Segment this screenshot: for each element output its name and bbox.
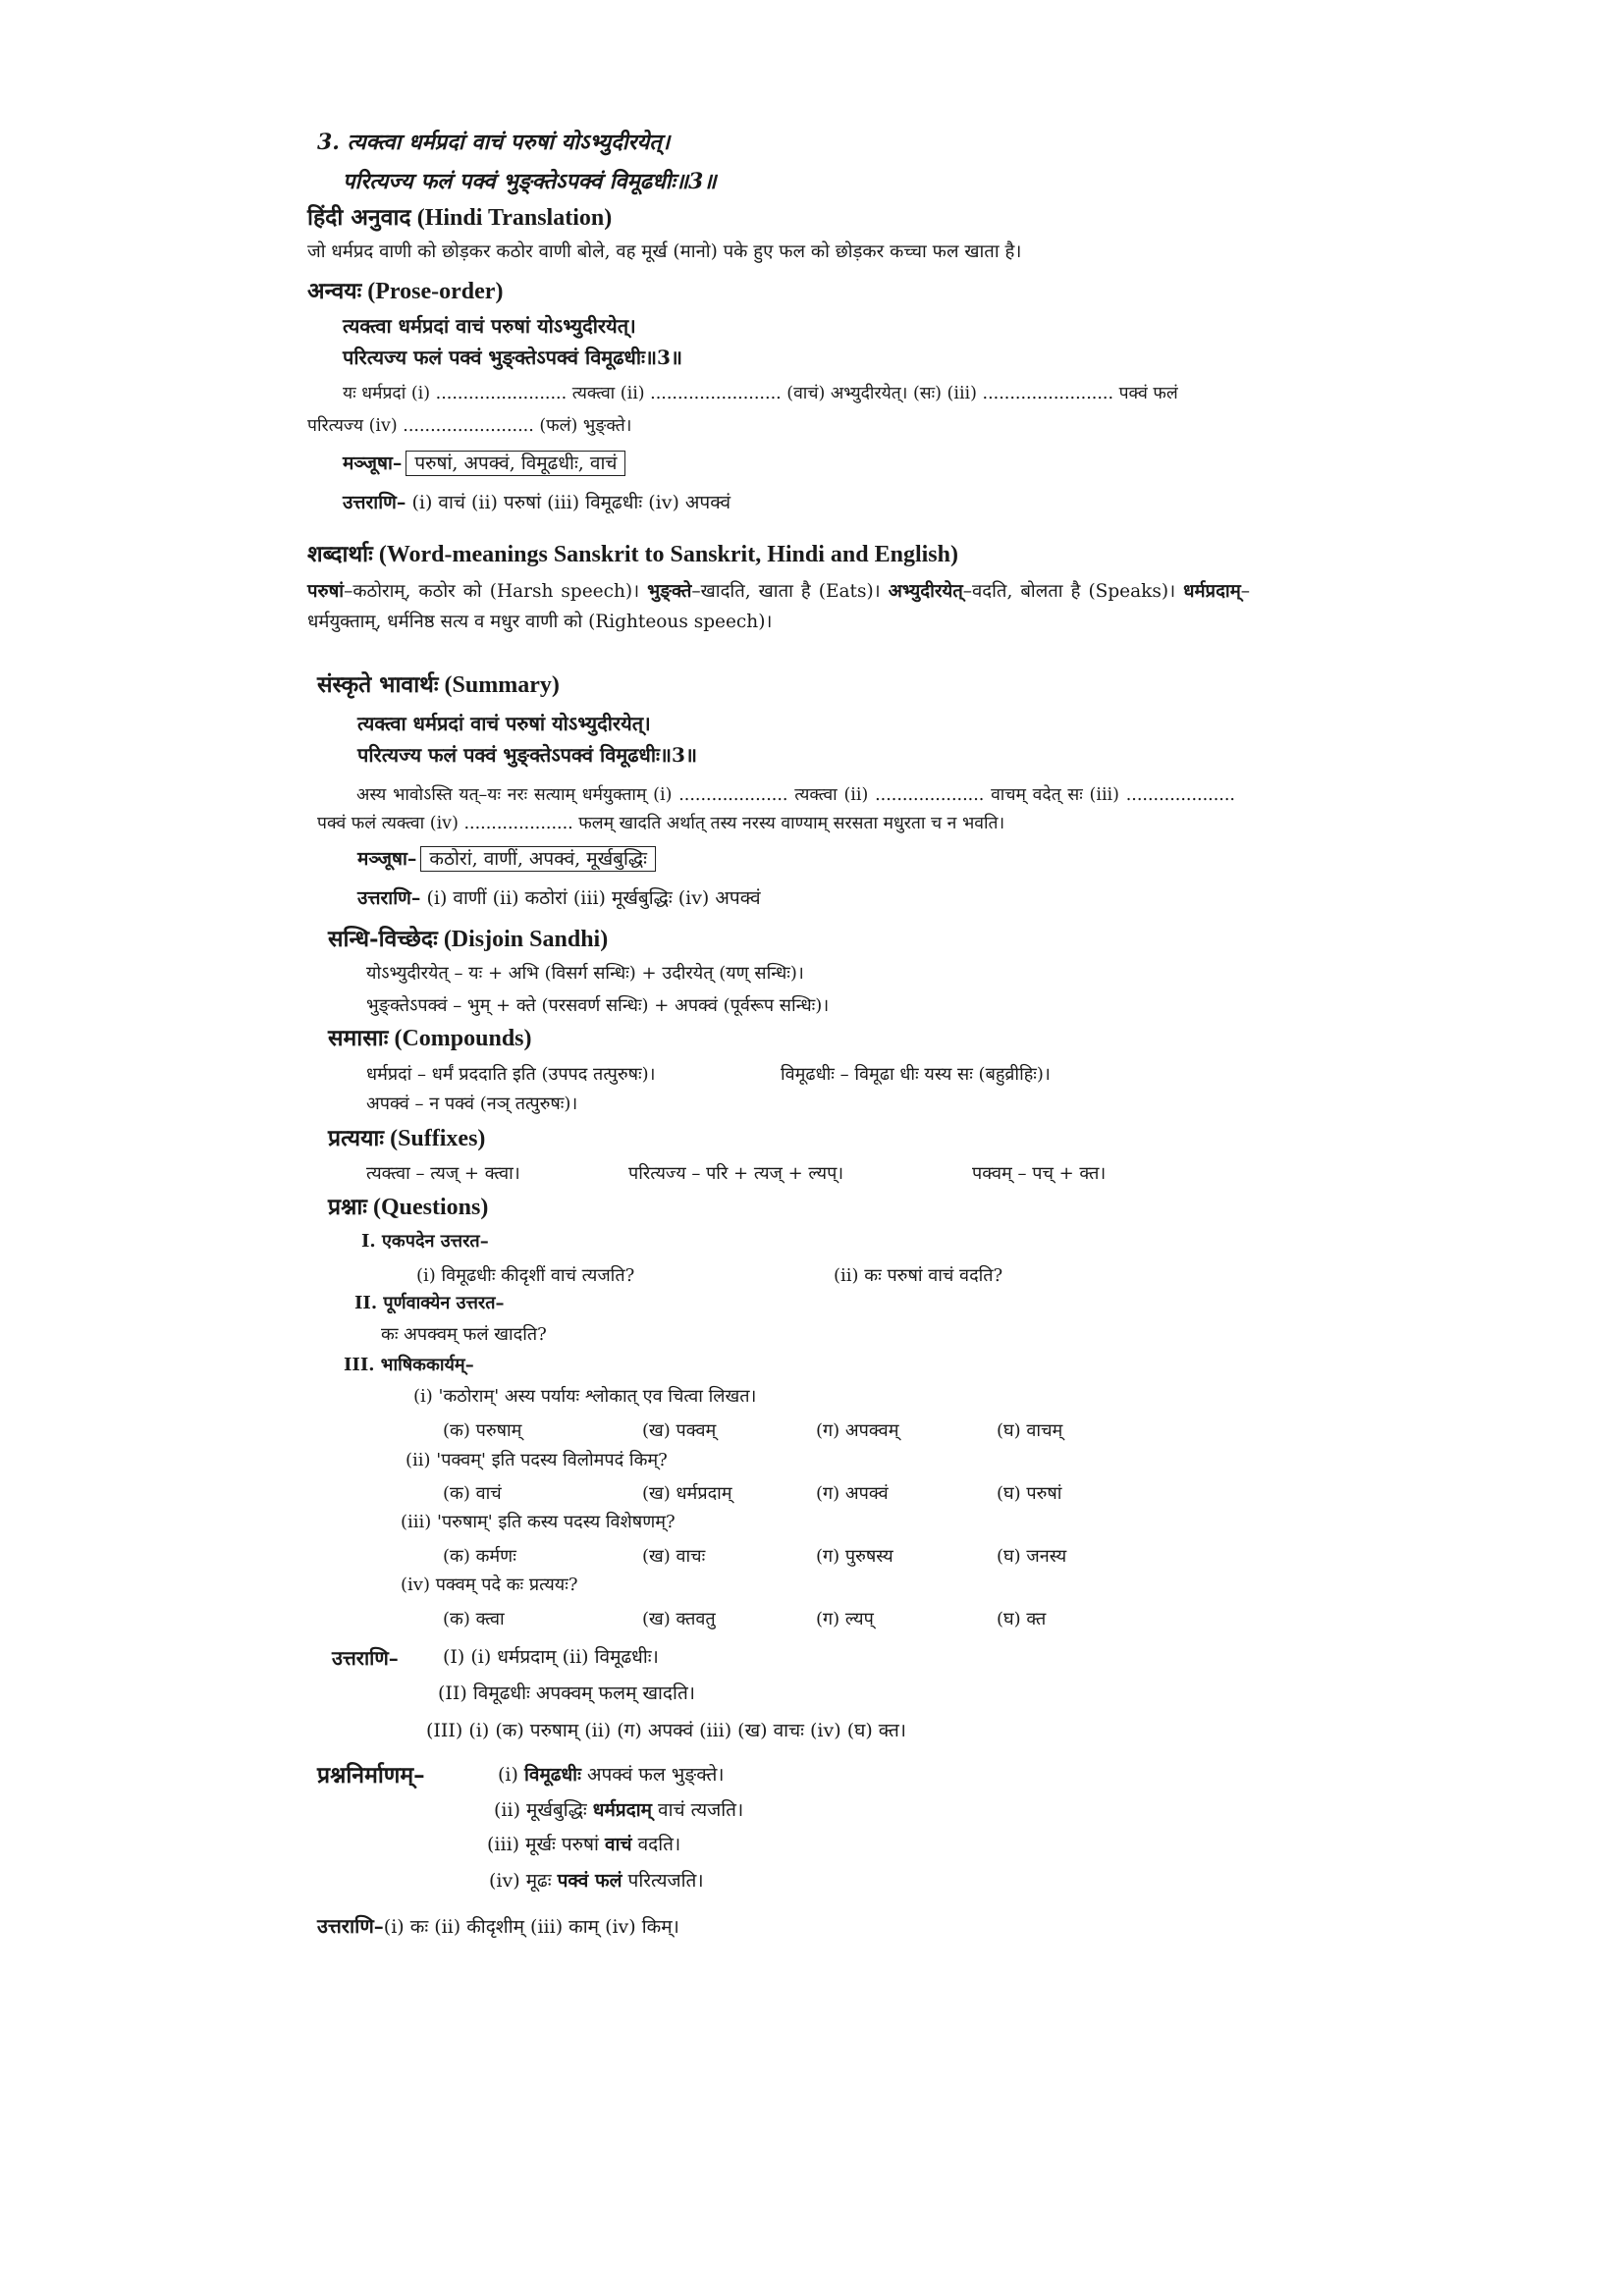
questions-heading xyxy=(328,1194,488,1222)
mcq-option: (घ) वाचम् xyxy=(997,1420,1063,1441)
samasa-item: विमूढधीः – विमूढा धीः यस्य सः (बहुव्रीहिः)। xyxy=(781,1064,1051,1085)
manjusha-box: परुषां, अपक्वं, विमूढधीः, वाचं xyxy=(406,451,625,476)
mcq-option: (ख) वाचः xyxy=(642,1546,706,1567)
question-formation-answers xyxy=(317,1914,679,1939)
summary-heading xyxy=(317,671,560,700)
term: परुषां xyxy=(307,581,345,602)
question-item: कः अपक्वम् फलं खादति? xyxy=(381,1324,547,1345)
term: भुङ्क्ते xyxy=(647,581,692,602)
heading-en: (Hindi Translation) xyxy=(416,205,613,231)
mcq-option: (ख) धर्मप्रदाम् xyxy=(642,1483,732,1504)
question-formation-item xyxy=(498,1764,725,1787)
pratyaya-item: त्यक्त्वा – त्यज् + क्त्वा। xyxy=(366,1163,520,1184)
heading-hi: प्रत्ययाः xyxy=(328,1125,385,1151)
anvaya-exercise-2: परित्यज्य (iv) ........................ (फलं) भुङ्क्ते। xyxy=(307,416,632,436)
manjusha-box: कठोरां, वाणीं, अपक्वं, मूर्खबुद्धिः xyxy=(420,846,656,872)
mcq-option: (ख) पक्वम् xyxy=(642,1420,717,1441)
heading-en: (Word-meanings Sanskrit to Sanskrit, Hindi and English) xyxy=(378,542,958,567)
sandhi-item: योऽभ्युदीरयेत् – यः + अभि (विसर्ग सन्धिः) + उदीरयेत् (यण् सन्धिः)। xyxy=(366,963,804,984)
section-1-label: I. एकपदेन उत्तरत– xyxy=(361,1231,489,1252)
item-rest: वदति। xyxy=(631,1834,681,1855)
item-bold: वाचं xyxy=(605,1834,632,1855)
summary-verse-2: परित्यज्य फलं पक्वं भुङ्क्तेऽपक्वं विमूढधीः॥3॥ xyxy=(357,743,697,767)
heading-hi: शब्दार्थाः xyxy=(307,541,373,567)
meaning: –वदति, बोलता है (Speaks)। xyxy=(962,581,1184,602)
mcq-option: (घ) क्त xyxy=(997,1609,1047,1629)
answers-section-1: (I) (i) धर्मप्रदाम् (ii) विमूढधीः। xyxy=(443,1646,659,1668)
verse-line-2: परित्यज्य फलं पक्वं भुङ्क्तेऽपक्वं विमूढधीः॥3॥ xyxy=(343,169,717,194)
samasa-heading xyxy=(328,1025,532,1053)
anvaya-exercise-1: यः धर्मप्रदां (i) ........................ त्यक्त्वा (ii) ........................ (वाचं) अभ्युदीरयेत्। (सः) (iii) ........................ पक्वं फलं xyxy=(343,384,1178,403)
mcq-question: (i) 'कठोराम्' अस्य पर्यायः श्लोकात् एव चित्वा लिखत। xyxy=(413,1386,757,1407)
heading-en: (Compounds) xyxy=(394,1026,532,1051)
item-number: (iii) xyxy=(487,1834,520,1855)
item-bold: धर्मप्रदाम् xyxy=(592,1799,652,1821)
pratyaya-item: परित्यज्य – परि + त्यज् + ल्यप्। xyxy=(628,1163,844,1184)
heading-en: (Disjoin Sandhi) xyxy=(443,927,609,952)
item-rest: अपक्वं फल भुङ्क्ते। xyxy=(580,1764,725,1786)
samasa-item: अपक्वं – न पक्वं (नञ् तत्पुरुषः)। xyxy=(366,1094,578,1114)
summary-manjusha xyxy=(357,848,656,871)
meaning: –खादति, खाता है (Eats)। xyxy=(691,581,889,602)
item-rest: वाचं त्यजति। xyxy=(652,1799,744,1821)
word-meanings-heading xyxy=(307,541,958,569)
mcq-option: (क) कर्मणः xyxy=(443,1546,516,1567)
verse-text-1: त्यक्त्वा धर्मप्रदां वाचं परुषां योऽभ्युदीरयेत्। xyxy=(347,130,671,155)
term: धर्मप्रदाम् xyxy=(1183,581,1241,602)
mcq-option: (ग) अपक्वम् xyxy=(816,1420,899,1441)
term: अभ्युदीरयेत् xyxy=(888,581,963,602)
heading-en: (Summary) xyxy=(444,672,560,698)
mcq-option: (ग) ल्यप् xyxy=(816,1609,874,1629)
question-formation-item xyxy=(494,1799,743,1822)
pratyaya-item: पक्वम् – पच् + क्त। xyxy=(972,1163,1107,1184)
item-number: (iv) xyxy=(489,1870,520,1892)
heading-en: (Suffixes) xyxy=(390,1126,486,1151)
answers-text: (i) वाणीं (ii) कठोरां (iii) मूर्खबुद्धिः (iv) अपक्वं xyxy=(426,887,761,909)
summary-text: अस्य भावोऽस्ति यत्–यः नरः सत्याम् धर्मयुक्ताम् (i) .................... त्यक्त्वा (ii) .................... वाचम् वदेत् सः (iii) .................... पक्वं फलं त्यक्त्वा (iv) .................... फलम् खादति अर्थात् तस्य नरस्य वाण्याम् सरसता मधुरता च न भवति। xyxy=(317,785,1235,833)
answers-label: उत्तराणि– xyxy=(343,492,406,513)
question-item: (i) विमूढधीः कीदृशीं वाचं त्यजति? xyxy=(416,1265,635,1286)
heading-hi: अन्वयः xyxy=(307,278,362,304)
item-number: (i) xyxy=(498,1764,518,1786)
question-item: (ii) कः परुषां वाचं वदति? xyxy=(834,1265,1003,1286)
verse-line-1 xyxy=(317,130,670,155)
summary-answers xyxy=(357,887,761,910)
mcq-option: (क) परुषाम् xyxy=(443,1420,522,1441)
heading-en: (Prose-order) xyxy=(367,279,504,304)
anvaya-heading xyxy=(307,278,503,306)
item-number: (ii) xyxy=(494,1799,520,1821)
item-bold: विमूढधीः xyxy=(523,1764,581,1786)
answers-text: (i) कः (ii) कीदृशीम् (iii) काम् (iv) किम्। xyxy=(383,1916,679,1938)
item-pre: मूर्खबुद्धिः xyxy=(526,1799,593,1821)
anvaya-verse-2: परित्यज्य फलं पक्वं भुङ्क्तेऽपक्वं विमूढधीः॥3॥ xyxy=(343,346,682,369)
manjusha-label: मञ्जूषा– xyxy=(343,453,403,474)
question-answers-label: उत्तराणि– xyxy=(332,1646,399,1670)
mcq-option: (घ) जनस्य xyxy=(997,1546,1067,1567)
heading-hi: प्रश्नाः xyxy=(328,1194,367,1220)
answers-label: उत्तराणि– xyxy=(357,887,421,909)
summary-verse-1: त्यक्त्वा धर्मप्रदां वाचं परुषां योऽभ्युदीरयेत्। xyxy=(357,712,651,735)
mcq-option: (ग) पुरुषस्य xyxy=(816,1546,893,1567)
heading-en: (Questions) xyxy=(373,1195,489,1220)
anvaya-answers xyxy=(343,492,730,514)
answers-label: उत्तराणि– xyxy=(317,1914,384,1938)
item-bold: पक्वं फलं xyxy=(557,1870,622,1892)
mcq-question: (ii) 'पक्वम्' इति पदस्य विलोमपदं किम्? xyxy=(406,1450,668,1470)
mcq-question: (iv) पक्वम् पदे कः प्रत्ययः? xyxy=(401,1575,578,1595)
sandhi-heading xyxy=(328,926,608,954)
heading-hi: संस्कृते भावार्थः xyxy=(317,671,439,698)
meaning: –धर्मयुक्ताम्, धर्मनिष्ठ सत्य व मधुर वाणी को (Righteous speech)। xyxy=(307,581,1251,632)
item-rest: परित्यजति। xyxy=(622,1870,704,1892)
mcq-option: (क) क्त्वा xyxy=(443,1609,505,1629)
word-meanings-text xyxy=(307,577,1250,637)
heading-hi: सन्धि-विच्छेदः xyxy=(328,926,438,952)
answers-text: (i) वाचं (ii) परुषां (iii) विमूढधीः (iv) अपक्वं xyxy=(411,492,731,513)
verse-number: 3. xyxy=(317,130,340,155)
hindi-translation-heading xyxy=(307,204,612,233)
heading-hi: समासाः xyxy=(328,1025,389,1051)
mcq-option: (घ) परुषां xyxy=(997,1483,1062,1504)
manjusha-label: मञ्जूषा– xyxy=(357,848,417,870)
samasa-item: धर्मप्रदां – धर्मं प्रददाति इति (उपपद तत्पुरुषः)। xyxy=(366,1064,656,1085)
hindi-translation-text: जो धर्मप्रद वाणी को छोड़कर कठोर वाणी बोले, वह मूर्ख (मानो) पके हुए फल को छोड़कर कच्चा फल खाता है। xyxy=(307,241,1022,262)
heading-hi: हिंदी अनुवाद xyxy=(307,204,411,231)
answers-section-3: (III) (i) (क) परुषाम् (ii) (ग) अपक्वं (iii) (ख) वाचः (iv) (घ) क्त। xyxy=(426,1720,906,1741)
meaning: –कठोराम्, कठोर को (Harsh speech)। xyxy=(344,581,648,602)
anvaya-verse-1: त्यक्त्वा धर्मप्रदां वाचं परुषां योऽभ्युदीरयेत्। xyxy=(343,314,636,338)
mcq-option: (ख) क्तवतु xyxy=(642,1609,716,1629)
section-3-label: III. भाषिककार्यम्– xyxy=(344,1355,474,1375)
question-formation-item xyxy=(487,1834,680,1856)
answers-section-2: (II) विमूढधीः अपक्वम् फलम् खादति। xyxy=(438,1682,695,1704)
question-formation-label: प्रश्ननिर्माणम्– xyxy=(317,1762,425,1789)
mcq-option: (ग) अपक्वं xyxy=(816,1483,889,1504)
pratyaya-heading xyxy=(328,1125,485,1153)
sandhi-item: भुङ्क्तेऽपक्वं – भुम् + क्ते (परसवर्ण सन्धिः) + अपक्वं (पूर्वरूप सन्धिः)। xyxy=(366,995,830,1016)
mcq-question: (iii) 'परुषाम्' इति कस्य पदस्य विशेषणम्? xyxy=(401,1512,676,1532)
section-2-label: II. पूर्णवाक्येन उत्तरत– xyxy=(354,1293,505,1313)
anvaya-manjusha xyxy=(343,453,625,475)
question-formation-item xyxy=(489,1870,704,1893)
mcq-option: (क) वाचं xyxy=(443,1483,502,1504)
item-pre: मूढः xyxy=(525,1870,558,1892)
item-pre: मूर्खः परुषां xyxy=(525,1834,605,1855)
